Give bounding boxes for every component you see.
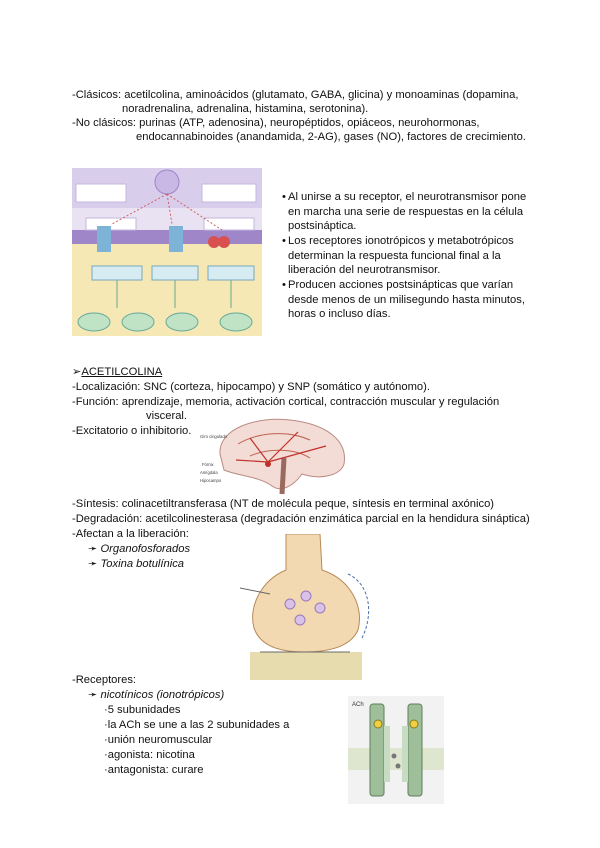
bullet-item: • Producen acciones postsinápticas que varían desde menos de un milisegundo hasta minutos, horas o incluso días. (282, 279, 525, 321)
brain-label: Fórnix (202, 462, 214, 467)
brain-label: Giro cingulado (200, 434, 228, 439)
brain-label: Hipocampo (200, 478, 222, 483)
nicotinic-item: ·antagonista: curare (104, 764, 204, 776)
ach-function-1: -Función: aprendizaje, memoria, activación cortical, contracción muscular y regulación (72, 396, 500, 408)
nicotinic-item: ·agonista: nicotina (104, 749, 195, 761)
ach-location: -Localización: SNC (corteza, hipocampo) y SNP (somático y autónomo). (72, 381, 430, 393)
bullet-item: • Los receptores ionotrópicos y metabotrópicos determinan la respuesta funcional final a la liberación del neurotransmisor. (282, 235, 514, 277)
nicotinic-item: ·unión neuromuscular (104, 734, 213, 746)
brain-label: Amígdala (200, 470, 218, 475)
nicotinic-title: ➛ nicotínicos (ionotrópicos) (88, 689, 225, 701)
ach-excitatory: -Excitatorio o inhibitorio. (72, 425, 192, 437)
ach-function-2: visceral. (146, 410, 188, 422)
classic-line-2: noradrenalina, adrenalina, histamina, serotonina). (122, 103, 369, 115)
ach-heading: ➢ACETILCOLINA (72, 366, 163, 378)
nonclassic-line-2: endocannabinoides (anandamida, 2-AG), gases (NO), factores de crecimiento. (136, 131, 526, 143)
arrow-icon: ➛ (88, 558, 98, 570)
release-item: ➛ Organofosforados (88, 543, 191, 555)
channel-label: ACh (352, 702, 364, 708)
ach-degradation: -Degradación: acetilcolinesterasa (degradación enzimática parcial en la hendidura sináptica) (72, 513, 530, 525)
ach-release: -Afectan a la liberación: (72, 528, 189, 540)
receptors-heading: -Receptores: (72, 674, 137, 686)
nicotinic-channel-figure (348, 696, 444, 804)
classic-line-1: -Clásicos: acetilcolina, aminoácidos (glutamato, GABA, glicina) y monoaminas (dopamina, (72, 89, 519, 101)
bullet-item: • Al unirse a su receptor, el neurotransmisor pone en marcha una serie de respuestas en la célula postsináptica. (282, 191, 527, 233)
arrow-icon: ➛ (88, 543, 98, 555)
synapse-figure (230, 534, 378, 680)
release-item: ➛ Toxina botulínica (88, 558, 185, 570)
nonclassic-line-1: -No clásicos: purinas (ATP, adenosina), neuropéptidos, opiáceos, neurohormonas, (72, 117, 480, 129)
brain-figure (198, 414, 358, 496)
ach-synthesis: -Síntesis: colinacetiltransferasa (NT de molécula peque, síntesis en terminal axónico) (72, 498, 495, 510)
arrow-icon: ➢ (72, 366, 82, 378)
receptor-signaling-figure (72, 168, 262, 336)
nicotinic-item: ·5 subunidades (104, 704, 181, 716)
arrow-icon: ➛ (88, 689, 98, 701)
nicotinic-item: ·la ACh se une a las 2 subunidades a (104, 719, 290, 731)
